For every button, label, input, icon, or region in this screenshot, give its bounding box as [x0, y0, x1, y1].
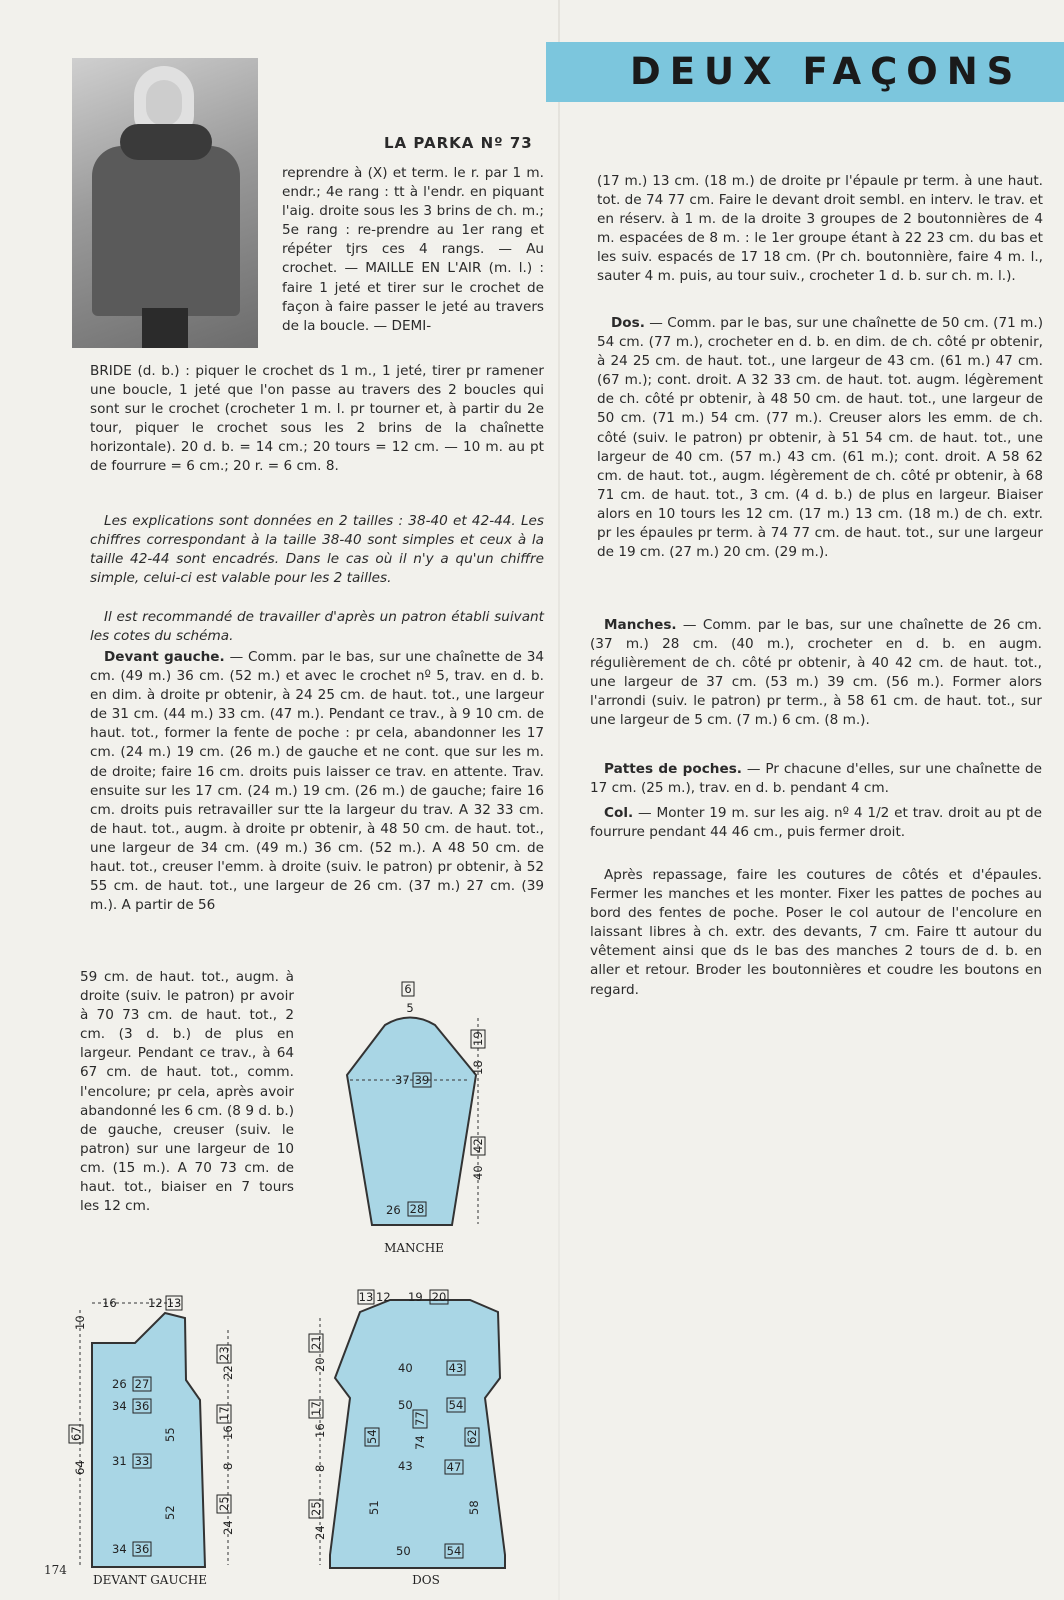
article-title: LA PARKA Nº 73	[384, 134, 533, 152]
manche-width-label: 37	[395, 1073, 410, 1087]
sizes-note: Les explications sont données en 2 tailles : 38-40 et 42-44. Les chiffres correspondant à la taille 38-40 sont simples et ceux à la taille 42-44 sont encadrés. Dans le cas où il n'y a qu'un chiffre simple, celui-ci est valable pour les 2 tailles.	[90, 513, 544, 587]
devant-r3-label: 31	[112, 1454, 127, 1468]
dos-top-a-lbl: 12	[376, 1290, 391, 1304]
manches-text: — Comm. par le bas, sur une chaînette de 26 cm. (37 m.) 28 cm. (40 m.), crocheter en d. b. en augm. régulièrement de ch. côté pr obtenir, à 40 42 cm. de haut. tot., une largeur de 37 cm. (53 m.) 39 cm. (56 m.). Former alors l'arrondi (suiv. le patron) pr term., à 58 61 cm. de haut. tot., sur une largeur de 5 cm. (7 m.) 6 cm. (8 m.).	[590, 617, 1042, 729]
dos-top-a-box-label: 13	[358, 1290, 374, 1304]
devant-top-a-label: 16	[102, 1296, 117, 1310]
devant-right-16-label: 16	[221, 1425, 235, 1440]
dos-v74-label: 74	[413, 1435, 427, 1450]
manche-bottom-box-label: 28	[409, 1202, 425, 1216]
manche-right-bottom-box-label: 42	[471, 1138, 485, 1153]
devant-r2-label: 34	[112, 1399, 127, 1413]
manche-shape	[347, 1018, 476, 1226]
devant-r2-box-label: 36	[134, 1399, 150, 1413]
dos-r1-label: 40	[398, 1361, 413, 1375]
devant-left-top-label: 10	[73, 1315, 87, 1330]
devant-gauche-diagram	[69, 1296, 235, 1587]
manche-top-box-label: 6	[404, 982, 412, 996]
dos-bottom-label: 50	[396, 1544, 411, 1558]
dos-left-20-box-label: 21	[309, 1335, 323, 1350]
pattern-note: Il est recommandé de travailler d'après un patron établi suivant les cotes du schéma.	[90, 609, 544, 645]
dos-left-16-box-label: 17	[309, 1401, 323, 1416]
dos-r2-label: 50	[398, 1398, 413, 1412]
dos-left-16-label: 16	[313, 1423, 327, 1438]
devant-left-main-label: 64	[73, 1460, 87, 1475]
devant-right-16-box-label: 17	[217, 1406, 231, 1421]
dos-left-8-label: 8	[313, 1464, 327, 1472]
devant-top-box-label: 13	[166, 1296, 182, 1310]
devant-left-box-label: 67	[69, 1426, 83, 1441]
devant-bottom-box-label: 36	[134, 1542, 150, 1556]
dos-left-20-label: 20	[313, 1357, 327, 1372]
dos-v51-label: 51	[367, 1500, 381, 1515]
manche-right-top-box-label: 19	[471, 1031, 485, 1046]
dos-r3-box-label: 47	[446, 1460, 462, 1474]
devant-v52-label: 52	[163, 1505, 177, 1520]
dos-top-mid-label: 19	[408, 1290, 423, 1304]
dos-top-box-label: 20	[431, 1290, 447, 1304]
dos-text: — Comm. par le bas, sur une chaînette de 50 cm. (71 m.) 54 cm. (77 m.), crocheter en d. b. en dim. de ch. côté pr obtenir, à 24 25 cm. de haut. tot., une largeur de 43 cm. (61 m.) 47 cm. (67 m.); cont. droit. A 32 33 cm. de haut. tot. augm. légèrement de ch. côté pr obtenir, à 48 50 cm. de haut. tot., une largeur de 50 cm. (71 m.) 54 cm. (77 m.). Creuser alors les emm. de ch. côté (suiv. le patron) pr obtenir, à 51 54 cm. de haut. tot., une largeur de 40 cm. (57 m.) 43 cm. (61 m.); cont. droit. A 58 62 cm. de haut. tot., augm. légèrement de ch. côté pr obtenir, à 68 71 cm. de haut. tot., 3 cm. (4 d. b.) de plus en largeur. Biaiser alors en 10 tours les 12 cm. (17 m.) 13 cm. (18 m.) de ch. extr. pr les épaules pr term. à 74 77 cm. de haut. tot., sur une largeur de 19 cm. (27 m.) 20 cm. (29 m.).	[597, 315, 1043, 561]
manche-right-top-label: 18	[471, 1060, 485, 1075]
devant-gauche-heading: Devant gauche.	[104, 649, 225, 665]
dos-r2-box-label: 54	[448, 1398, 464, 1412]
page-number: 174	[44, 1563, 67, 1577]
finishing-text: Après repassage, faire les coutures de côtés et d'épaules. Fermer les manches et les monter. Fixer les pattes de poches au bord des fentes de poche. Poser le col autour de l'encolure en laissant libres à ch. extr. des devants, 7 cm. Faire tt autour du vêtement ainsi que ds le bas des manches 2 tours de d. b. en aller et retour. Broder les boutonnières et coudre les boutons en regard.	[590, 867, 1042, 998]
devant-gauche-continued: 59 cm. de haut. tot., augm. à droite (suiv. le patron) pr avoir à 70 73 cm. de haut. tot., 2 cm. (3 d. b.) de plus en largeur. Pendant ce trav., à 64 67 cm. de haut. tot., comm. l'encolure; pr cela, après avoir abandonné les 6 cm. (8 9 d. b.) de gauche, creuser (suiv. le patron) sur une largeur de 10 cm. (15 m.). A 70 73 cm. de haut. tot., biaiser en 7 tours les 12 cm.	[80, 969, 294, 1215]
col-text: — Monter 19 m. sur les aig. nº 4 1/2 et trav. droit au pt de fourrure pendant 44 46 cm., puis fermer droit.	[590, 805, 1042, 841]
manche-diagram	[347, 982, 485, 1255]
col2-continued: (17 m.) 13 cm. (18 m.) de droite pr l'épaule pr term. à une haut. tot. de 74 77 cm. Faire le devant droit sembl. en interv. le trav. et en réserv. à 1 m. de la droite 3 groupes de 2 boutonnières de 4 m. espacées de 8 m. : le 1er groupe étant à 22 23 cm. du bas et les suiv. espacés de 17 18 cm. (Pr ch. boutonnière, faire 4 m. l., sauter 4 m. puis, au tour suiv., crocheter 1 d. b. sur ch. m. l.).	[597, 173, 1043, 285]
banner-title: DEUX FAÇONS	[630, 50, 1023, 93]
dos-v54-label: 54	[365, 1429, 379, 1444]
dos-left-24-label: 24	[313, 1525, 327, 1540]
dos-left-24-box-label: 25	[309, 1501, 323, 1516]
dos-bottom-box-label: 54	[446, 1544, 462, 1558]
pattes-heading: Pattes de poches.	[604, 761, 742, 777]
dos-diagram	[309, 1290, 505, 1587]
manche-top-label: 5	[406, 1001, 414, 1015]
devant-r1-box-label: 27	[134, 1377, 150, 1391]
manches-heading: Manches.	[604, 617, 677, 633]
devant-caption: DEVANT GAUCHE	[93, 1573, 207, 1587]
devant-right-22-label: 22	[221, 1365, 235, 1380]
dos-r3-label: 43	[398, 1459, 413, 1473]
crochet-text: BRIDE (d. b.) : piquer le crochet ds 1 m., 1 jeté, tirer pr ramener une boucle, 1 jeté que l'on passe au travers des 2 boucles qui sont sur le crochet (crocheter 1 m. l. pr tourner et, à partir du 2e tour, piquer le crochet sous les 2 brins de la chaînette horizontale). 20 d. b. = 14 cm.; 20 tours = 12 cm. — 10 m. au pt de fourrure = 6 cm.; 20 r. = 6 cm. 8.	[90, 363, 544, 475]
manche-bottom-label: 26	[386, 1203, 401, 1217]
devant-right-8-label: 8	[221, 1462, 235, 1470]
dos-heading: Dos.	[611, 315, 645, 331]
devant-r3-box-label: 33	[134, 1454, 150, 1468]
devant-top-b-label: 12	[148, 1296, 163, 1310]
devant-bottom-label: 34	[112, 1542, 127, 1556]
devant-right-24-label: 24	[221, 1520, 235, 1535]
col-heading: Col.	[604, 805, 634, 821]
devant-shape	[92, 1313, 205, 1567]
dos-v58-label: 58	[467, 1500, 481, 1515]
devant-v55-label: 55	[163, 1427, 177, 1442]
dos-caption: DOS	[412, 1573, 440, 1587]
manche-width-box-label: 39	[414, 1073, 430, 1087]
manche-right-bottom-label: 40	[471, 1165, 485, 1180]
dos-v77-label: 77	[413, 1411, 427, 1426]
intro-text: reprendre à (X) et term. le r. par 1 m. endr.; 4e rang : tt à l'endr. en piquant l'aig. droite sous les 3 brins de ch. m.; 5e rang : re-prendre au 1er rang et répéter tjrs ces 4 rangs. — Au crochet. — MAILLE EN L'AIR (m. l.) : faire 1 jeté et tirer sur le crochet de façon à faire passer le jeté au travers de la boucle. — DEMI-	[282, 165, 544, 334]
devant-right-22-box-label: 23	[217, 1346, 231, 1361]
pattes-text: — Pr chacune d'elles, sur une chaînette de 17 cm. (25 m.), trav. en d. b. pendant 4 cm.	[590, 761, 1042, 797]
devant-gauche-text: — Comm. par le bas, sur une chaînette de 34 cm. (49 m.) 36 cm. (52 m.) et avec le crochet nº 5, trav. en d. b. en dim. à droite pr obtenir, à 24 25 cm. de haut. tot., une largeur de 31 cm. (44 m.) 33 cm. (47 m.). Pendant ce trav., à 9 10 cm. de haut. tot., former la fente de poche : pr cela, abandonner les 17 cm. (24 m.) 19 cm. (26 m.) de gauche et ne cont. que sur les m. de droite; faire 16 cm. droits puis laisser ce trav. en attente. Trav. ensuite sur les 17 cm. (24 m.) 19 cm. (26 m.) de gauche; faire 16 cm. droits puis retravailler sur tte la largeur du trav. A 32 33 cm. de haut. tot., augm. à droite pr obtenir, à 48 50 cm. de haut. tot., une largeur de 34 cm. (49 m.) 36 cm. (52 m.). A 48 50 cm. de haut. tot., creuser l'emm. à droite (suiv. le patron) pr obtenir, à 52 55 cm. de haut. tot., une largeur de 26 cm. (37 m.) 27 cm. (39 m.). A partir de 56	[90, 649, 544, 914]
devant-right-24-box-label: 25	[217, 1496, 231, 1511]
devant-r1-label: 26	[112, 1377, 127, 1391]
dos-v62-label: 62	[465, 1429, 479, 1444]
manche-caption: MANCHE	[384, 1241, 444, 1255]
dos-r1-box-label: 43	[448, 1361, 464, 1375]
